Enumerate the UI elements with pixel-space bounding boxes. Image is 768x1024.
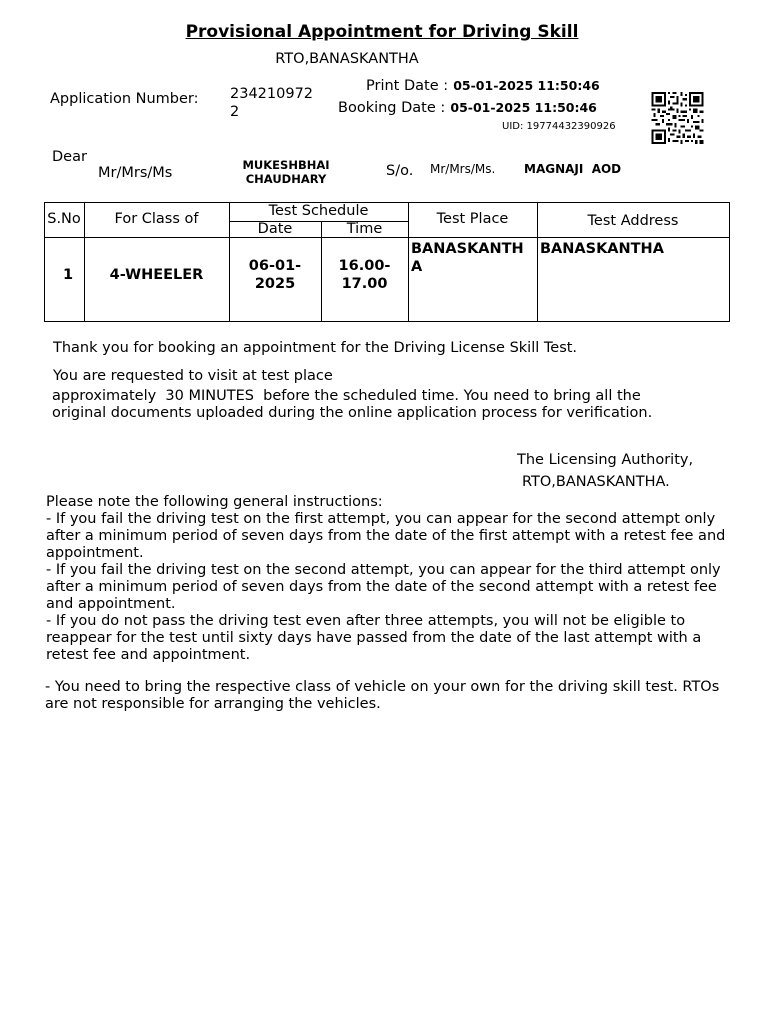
header-time: Time — [346, 221, 383, 237]
header-test-schedule: Test Schedule — [268, 203, 369, 219]
vehicle-note: - You need to bring the respective class of vehicle on your own for the driving skill test. RTOs are not responsible for arranging the vehicles. — [45, 679, 720, 712]
print-date-label: Print Date : — [366, 78, 449, 94]
row-time-line1: 16.00- — [338, 258, 391, 274]
booking-date-value: 05-01-2025 11:50:46 — [450, 100, 597, 115]
visit-line-3: original documents uploaded during the online application process for verification. — [52, 405, 653, 421]
salutation-text: Mr/Mrs/Ms — [98, 165, 173, 181]
dear-text: Dear — [52, 149, 87, 165]
office-name: RTO,BANASKANTHA — [275, 51, 419, 67]
header-sno: S.No — [47, 211, 81, 227]
row-date — [229, 257, 321, 293]
appointment-table — [44, 202, 730, 322]
header-test-place: Test Place — [436, 211, 509, 227]
header-date: Date — [257, 221, 293, 237]
row-date-line1: 06-01- — [248, 258, 302, 274]
row-sno: 1 — [62, 267, 74, 283]
qr-code-icon — [650, 92, 705, 144]
row-test-place-line2: A — [411, 259, 423, 275]
row-time-line2: 17.00 — [341, 276, 388, 292]
header-test-address: Test Address — [587, 213, 679, 229]
row-test-place — [411, 240, 535, 276]
booking-date-label: Booking Date : — [338, 100, 446, 116]
relation-salutation: Mr/Mrs/Ms. — [430, 162, 496, 176]
row-class: 4-WHEELER — [109, 267, 204, 283]
booking-date — [338, 97, 597, 116]
applicant-name-line2: CHAUDHARY — [245, 172, 327, 186]
thanks-text: Thank you for booking an appointment for the Driving License Skill Test. — [53, 340, 578, 356]
row-test-address: BANASKANTHA — [540, 241, 664, 257]
visit-line-2: approximately 30 MINUTES before the scheduled time. You need to bring all the — [52, 388, 641, 404]
son-of-label: S/o. — [386, 163, 414, 179]
row-date-line2: 2025 — [254, 276, 296, 292]
visit-line-1: You are requested to visit at test place — [53, 368, 333, 384]
header-class: For Class of — [114, 211, 199, 227]
application-number-label: Application Number: — [50, 91, 199, 107]
instruction-item: - If you do not pass the driving test even after three attempts, you will not be eligible to reappear for the test until sixty days have passed from the date of the last attempt with a retest fee and appointment. — [46, 613, 702, 663]
uid-text: UID: 19774432390926 — [502, 121, 616, 132]
applicant-name — [232, 158, 340, 186]
instruction-item: - If you fail the driving test on the first attempt, you can appear for the second attempt only after a minimum period of seven days from the date of the first attempt with a retest fee and appointment. — [46, 511, 726, 561]
row-time — [321, 257, 408, 293]
applicant-name-line1: MUKESHBHAI — [242, 158, 330, 172]
instructions-heading: Please note the following general instructions: — [46, 494, 383, 510]
signature-line-1: The Licensing Authority, — [517, 452, 694, 468]
page-title: Provisional Appointment for Driving Skill — [185, 22, 579, 42]
application-number-line2: 2 — [230, 104, 240, 120]
relation-name: MAGNAJI AOD — [524, 162, 622, 176]
instructions-block — [46, 494, 746, 664]
print-date — [366, 75, 600, 94]
instruction-item: - If you fail the driving test on the second attempt, you can appear for the third attempt only after a minimum period of seven days from the date of the second attempt with a retest fee and appointment. — [46, 562, 721, 612]
application-number-value — [230, 85, 313, 121]
row-test-place-line1: BANASKANTH — [411, 241, 524, 257]
application-number-line1: 234210972 — [230, 86, 314, 102]
print-date-value: 05-01-2025 11:50:46 — [453, 78, 600, 93]
signature-line-2: RTO,BANASKANTHA. — [522, 474, 670, 490]
